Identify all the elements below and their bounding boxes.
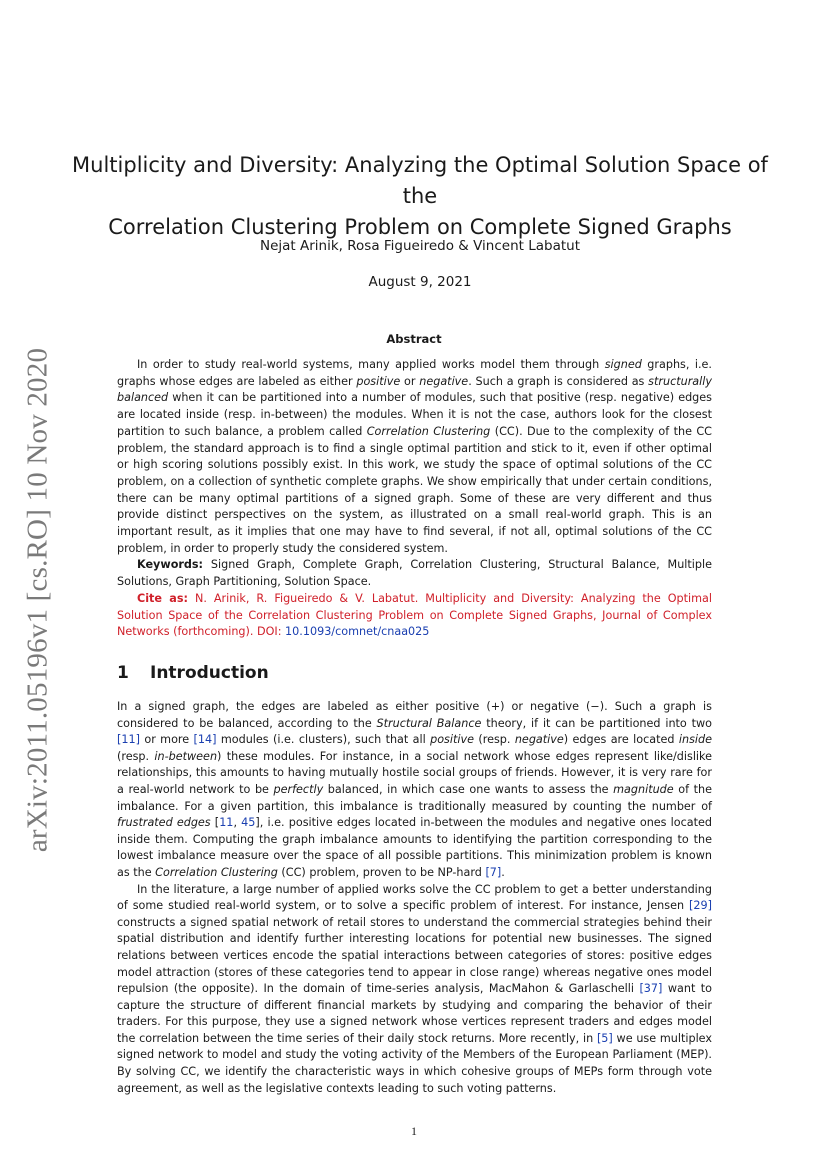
citation-link[interactable]: [7] bbox=[485, 865, 502, 879]
citation-link[interactable]: 11 bbox=[219, 816, 234, 830]
intro-paragraph-2: In the literature, a large number of applied works solve the CC problem to get a better understanding of some studied real-world system, or to solve a specific problem of interest. For instance, Jensen [29] constructs a signed spatial network of retail stores to understand the commercial strategies behind their spatial distribution and identify further interesting locations for potential new businesses. The signed relations between vertices encode the spatial interactions between categories of stores: positive edges model attraction (stores of these categories tend to appear in close range) whereas negative ones model repulsion (the opposite). In the domain of time-series analysis, MacMahon & Garlaschelli [37] want to capture the structure of different financial markets by studying and comparing the behavior of their traders. For this purpose, they use a signed network whose vertices represent traders and edges model the correlation between the time series of their daily stock returns. More recently, in [5] we use multiplex signed network to model and study the voting activity of the Members of the European Parliament (MEP). By solving CC, we identify the characteristic ways in which cohesive groups of MEPs form through vote agreement, as well as the legislative contexts leading to such voting patterns. bbox=[117, 882, 712, 1095]
arxiv-identifier-stamp: arXiv:2011.05196v1 [cs.RO] 10 Nov 2020 bbox=[21, 347, 54, 853]
citation-link[interactable]: 45 bbox=[241, 816, 256, 830]
citation-link[interactable]: [11] bbox=[117, 733, 140, 747]
intro-paragraph-1: In a signed graph, the edges are labeled as either positive (+) or negative (−). Such a graph is considered to be balanced, according to the Structural Balance theory, if it can be partitioned into two [11] or more [14] modules (i.e. clusters), such that all positive (resp. negative) edges are located inside (resp. in-between) these modules. For instance, in a social network whose edges represent like/dislike relationships, this amounts to having mutually hostile social groups of friends. However, it is very rare for a real-world network to be perfectly balanced, in which case one wants to assess the magnitude of the imbalance. For a given partition, this imbalance is traditionally measured by counting the number of frustrated edges [11, 45], i.e. positive edges located in-between the modules and negative ones located inside them. Computing the graph imbalance amounts to identifying the partition corresponding to the lowest imbalance measure over the space of all possible partitions. This minimization problem is known as the Correlation Clustering (CC) problem, proven to be NP-hard [7]. bbox=[117, 700, 713, 879]
page-number: 1 bbox=[411, 1124, 417, 1138]
publication-date: August 9, 2021 bbox=[368, 274, 472, 290]
keywords-label: Keywords: bbox=[137, 558, 204, 572]
authors: Nejat Arinik, Rosa Figueiredo & Vincent Labatut bbox=[260, 238, 580, 254]
cite-text: N. Arinik, R. Figueiredo & V. Labatut. Multiplicity and Diversity: Analyzing the Optimal Solution Space of the Correlation Clustering Problem on Complete Signed Graphs, Journal of Complex Networks (forthcoming). DOI: bbox=[117, 591, 712, 639]
keywords-text: Signed Graph, Complete Graph, Correlation Clustering, Structural Balance, Multiple Solutions, Graph Partitioning, Solution Space. bbox=[117, 558, 712, 589]
keywords-line bbox=[117, 557, 712, 590]
citation-link[interactable]: [37] bbox=[639, 982, 663, 996]
section-title: Introduction bbox=[150, 663, 269, 683]
citation-link[interactable]: [5] bbox=[596, 1031, 613, 1045]
cite-as-line bbox=[117, 591, 712, 641]
title-line-2: Correlation Clustering Problem on Complete Signed Graphs bbox=[108, 215, 732, 239]
title-line-1: Multiplicity and Diversity: Analyzing the Optimal Solution Space of the bbox=[72, 153, 768, 208]
paper-title bbox=[60, 150, 780, 243]
abstract-paragraph: In order to study real-world systems, many applied works model them through signed graphs, i.e. graphs whose edges are labeled as either positive or negative. Such a graph is considered as structurally balanced when it can be partitioned into a number of modules, such that positive (resp. negative) edges are located inside (resp. in-between) the modules. When it is not the case, authors look for the closest partition to such balance, a problem called Correlation Clustering (CC). Due to the complexity of the CC problem, the standard approach is to find a single optimal partition and stick to it, even if other optimal or high scoring solutions possibly exist. In this work, we study the space of optimal solutions of the CC problem, on a collection of synthetic complete graphs. We show empirically that under certain conditions, there can be many optimal partitions of a signed graph. Some of these are very different and thus provide distinct perspectives on the system, as illustrated on a small real-world graph. This is an important result, as it implies that one may have to find several, if not all, optimal solutions of the CC problem, in order to properly study the considered system. bbox=[117, 358, 712, 555]
abstract-heading: Abstract bbox=[386, 332, 442, 346]
doi-link[interactable]: 10.1093/comnet/cnaa025 bbox=[285, 625, 430, 639]
section-number: 1 bbox=[117, 663, 129, 683]
citation-link[interactable]: [14] bbox=[193, 733, 217, 747]
section-heading-introduction bbox=[117, 663, 269, 683]
introduction-body bbox=[117, 699, 712, 1097]
abstract-block bbox=[117, 357, 712, 641]
citation-link[interactable]: [29] bbox=[689, 899, 712, 913]
cite-label: Cite as: bbox=[137, 591, 188, 605]
